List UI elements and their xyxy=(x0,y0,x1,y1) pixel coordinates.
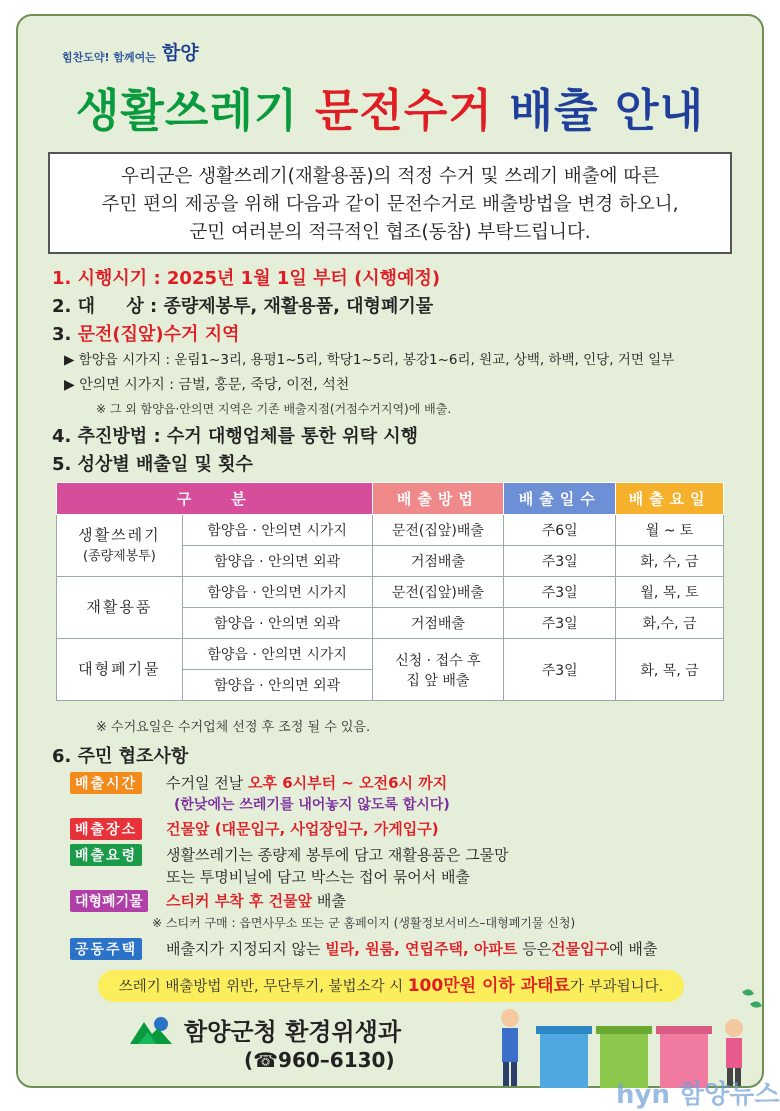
coop-bulky xyxy=(166,890,346,911)
header-category: 구 분 xyxy=(57,483,373,515)
badge-method: 배출요령 xyxy=(70,844,142,866)
coop-apt-3: 등은 xyxy=(522,940,552,958)
weekday-cell: 월, 목, 토 xyxy=(616,577,724,608)
section-3-note: ※ 그 외 함양읍·안의면 지역은 기존 배출지점(거점수거지역)에 배출. xyxy=(96,402,452,416)
badge-place: 배출장소 xyxy=(70,818,142,840)
days-cell: 주3일 xyxy=(504,639,616,701)
category-cell: 재활용품 xyxy=(57,577,183,639)
method-cell xyxy=(372,639,504,701)
coop-time-range: 오후 6시부터 ~ 오전6시 까지 xyxy=(248,774,448,792)
banner-fine: 100만원 이하 과태료 xyxy=(407,976,570,996)
method-cell: 거점배출 xyxy=(372,608,504,639)
badge-time: 배출시간 xyxy=(70,772,142,794)
section-3-num: 3. xyxy=(52,324,72,345)
header-weekdays: 배출요일 xyxy=(616,483,724,515)
table-row xyxy=(57,515,724,546)
weekday-cell: 화, 수, 금 xyxy=(616,546,724,577)
title-part2: 문전수거 xyxy=(314,84,493,137)
coop-time-pre: 수거일 전날 xyxy=(166,774,244,792)
section-3 xyxy=(52,320,239,346)
table-note: ※ 수거요일은 수거업체 선정 후 조정 될 수 있음. xyxy=(96,720,371,735)
title-part3: 배출 안내 xyxy=(509,84,705,137)
watermark: hyn 함양뉴스 xyxy=(616,1080,780,1110)
header-days: 배출일수 xyxy=(504,483,616,515)
area-cell: 함양읍 · 안의면 시가지 xyxy=(182,577,372,608)
intro-line-3: 군민 여러분의 적극적인 협조(동참) 부탁드립니다. xyxy=(189,222,591,243)
days-cell: 주6일 xyxy=(504,515,616,546)
title-part1: 생활쓰레기 xyxy=(75,84,299,137)
weekday-cell: 화,수, 금 xyxy=(616,608,724,639)
coop-place: 건물앞 (대문입구, 사업장입구, 가게입구) xyxy=(166,820,439,838)
method-cell: 문전(집앞)배출 xyxy=(372,577,504,608)
schedule-table xyxy=(56,482,724,701)
table-row xyxy=(57,577,724,608)
section-3-label: 문전(집앞)수거 지역 xyxy=(77,324,240,345)
section-2: 2. 대 상 : 종량제봉투, 재활용품, 대형폐기물 xyxy=(52,296,434,317)
section-4: 4. 추진방법 : 수거 대행업체를 통한 위탁 시행 xyxy=(52,426,419,447)
area-cell: 함양읍 · 안의면 외곽 xyxy=(182,546,372,577)
coop-method-2: 또는 투명비닐에 담고 박스는 접어 묶어서 배출 xyxy=(166,868,470,886)
table-row xyxy=(57,639,724,670)
section-3-item-1: ▶ 함양읍 시가지 : 운림1~3리, 용평1~5리, 학당1~5리, 봉강1~6리, 원교, 상백, 하백, 인당, 거면 일부 xyxy=(64,352,675,368)
area-cell: 함양읍 · 안의면 시가지 xyxy=(182,639,372,670)
coop-apt-1: 배출지가 지정되지 않는 xyxy=(166,940,321,958)
banner-post: 가 부과됩니다. xyxy=(570,979,664,995)
intro-box xyxy=(48,152,732,254)
method-line-1: 신청 · 접수 후 xyxy=(395,652,481,669)
slogan xyxy=(62,38,199,65)
department xyxy=(128,1012,401,1047)
days-cell: 주3일 xyxy=(504,577,616,608)
coop-apt-5: 에 배출 xyxy=(609,940,658,958)
method-cell: 문전(집앞)배출 xyxy=(372,515,504,546)
weekday-cell: 화, 목, 금 xyxy=(616,639,724,701)
area-cell: 함양읍 · 안의면 외곽 xyxy=(182,608,372,639)
coop-bulky-note: ※ 스티커 구매 : 읍면사무소 또는 군 홈페이지 (생활정보서비스–대형폐기물 신청) xyxy=(152,916,576,930)
area-cell: 함양읍 · 안의면 외곽 xyxy=(182,670,372,701)
notice-sheet xyxy=(16,14,780,1110)
section-6: 6. 주민 협조사항 xyxy=(52,746,189,767)
category-name: 생활쓰레기 xyxy=(78,525,161,544)
section-3-item-2: ▶ 안의면 시가지 : 금벌, 홍문, 죽당, 이전, 석천 xyxy=(64,377,350,393)
area-cell: 함양읍 · 안의면 시가지 xyxy=(182,515,372,546)
days-cell: 주3일 xyxy=(504,546,616,577)
slogan-big: 함양 xyxy=(161,42,199,64)
section-1: 1. 시행시기 : 2025년 1월 1일 부터 (시행예정) xyxy=(52,268,441,289)
method-line-2: 집 앞 배출 xyxy=(406,672,470,689)
coop-apt-2: 빌라, 원룸, 연립주택, 아파트 xyxy=(325,940,518,958)
coop-line-time xyxy=(166,772,447,793)
weekday-cell: 월 ~ 토 xyxy=(616,515,724,546)
department-name: 함양군청 환경위생과 xyxy=(184,1018,402,1046)
method-cell: 거점배출 xyxy=(372,546,504,577)
slogan-small: 힘찬도약! 함께여는 xyxy=(62,51,156,64)
coop-bulky-sticker: 스티커 부착 후 건물앞 xyxy=(166,892,313,910)
intro-line-2: 주민 편의 제공을 위해 다음과 같이 문전수거로 배출방법을 변경 하오니, xyxy=(101,194,679,215)
days-cell: 주3일 xyxy=(504,608,616,639)
county-logo-icon xyxy=(128,1014,174,1046)
badge-apartment: 공동주택 xyxy=(70,938,142,960)
page-title xyxy=(18,74,762,139)
phone-number: (☎960–6130) xyxy=(244,1048,395,1072)
table-header-row xyxy=(57,483,724,515)
banner-pre: 쓰레기 배출방법 위반, 무단투기, 불법소각 시 xyxy=(118,979,404,995)
coop-apartment xyxy=(166,938,657,959)
category-cell xyxy=(57,515,183,577)
category-cell: 대형폐기물 xyxy=(57,639,183,701)
intro-line-1: 우리군은 생활쓰레기(재활용품)의 적정 수거 및 쓰레기 배출에 따른 xyxy=(120,166,660,187)
coop-apt-4: 건물입구 xyxy=(551,940,610,958)
badge-bulky: 대형폐기물 xyxy=(70,890,148,912)
coop-method-1: 생활쓰레기는 종량제 봉투에 담고 재활용품은 그물망 xyxy=(166,846,509,864)
header-method: 배출방법 xyxy=(372,483,504,515)
section-5: 5. 성상별 배출일 및 횟수 xyxy=(52,454,253,475)
coop-bulky-post: 배출 xyxy=(316,892,346,910)
category-sub: (종량제봉투) xyxy=(82,548,156,564)
coop-time-note: (한낮에는 쓰레기를 내어놓지 않도록 합시다) xyxy=(174,797,450,813)
